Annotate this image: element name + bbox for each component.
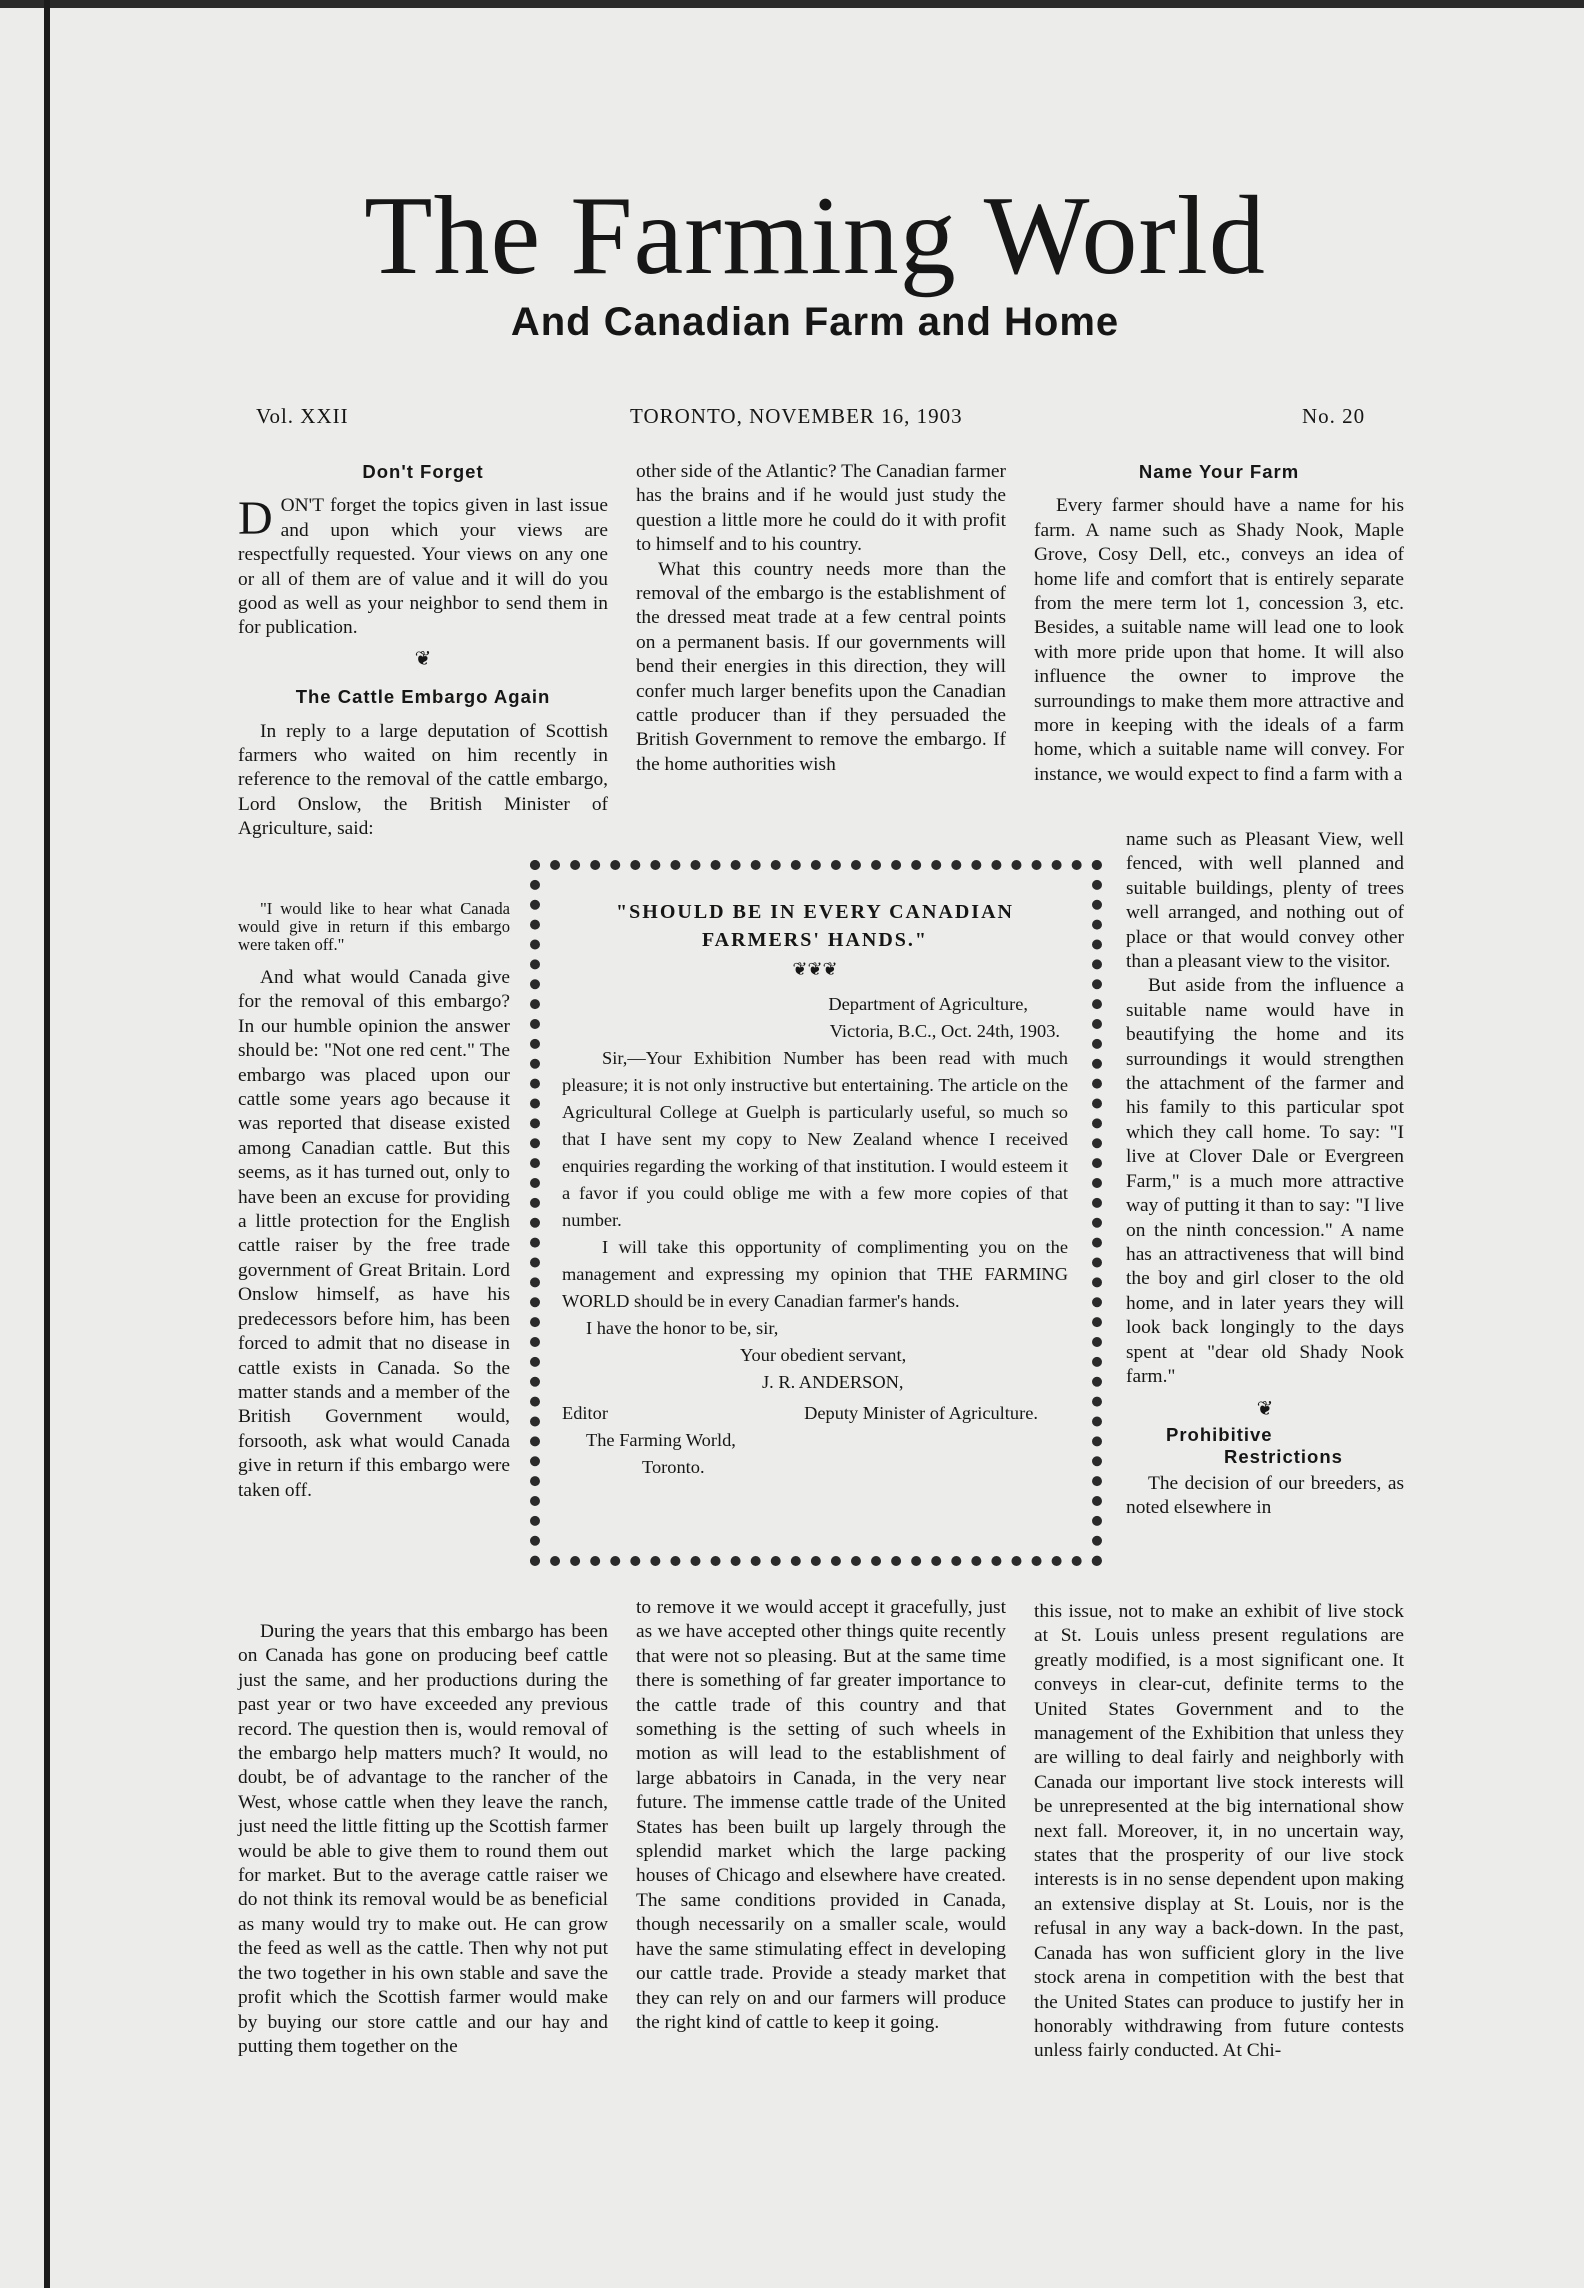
letter-signature: J. R. ANDERSON, bbox=[762, 1372, 904, 1392]
column-2-paragraph-3: to remove it we would accept it gracefully, just as we have accepted other things quite recently that were not so pleasing. But at the same time there is something of far greater importance to the cattle trade of this country and that something is the setting of such wheels in motion as will lead to the establishment of large abbatoirs in Canada, in the very near future. The immense cattle trade of the United States has been built up largely through the splendid market which the large packing houses of Chicago and elsewhere have created. The same conditions provided in Canada, though necessarily on a smaller scale, would have the same stimulating effect in developing our cattle trade. Provide a steady market that they can rely on and our farmers will produce the right kind of cattle to keep it going. bbox=[636, 1597, 1006, 2033]
column-1-top bbox=[238, 460, 608, 842]
cattle-embargo-paragraph-2: And what would Canada give for the removal of this embargo? In our humble opinion the answer should be: "Not one red cent." The embargo was placed upon our cattle some years ago because it was reported that disease existed among Canadian cattle. But this seems, as it has turned out, only to have been an excuse for providing a little protection for the English cattle raiser by the free trade government of Great Britain. Lord Onslow himself, as have his predecessors before him, has been forced to admit that no disease in cattle exists in Canada. So the matter stands and a member of the British Government would, forsooth, ask what would Canada give in return if this embargo were taken off. bbox=[238, 967, 510, 1501]
prohibitive-paragraph-1: The decision of our breeders, as noted elsewhere in bbox=[1126, 1472, 1404, 1519]
prohibitive-paragraph-2: this issue, not to make an exhibit of live stock at St. Louis unless present regulations are greatly modified, is a most significant one. It conveys in clear-cut, definite terms to the United States Government and to the management of the Exhibition that unless they are willing to deal fairly and neighborly with Canada our important live stock interests will be unrepresented at the big international show next fall. Moreover, it, in no uncertain way, states that the prosperity of our live stock interests is in no sense dependent upon making an extensive display at St. Louis, nor is the refusal in any way a back-down. In the past, Canada has won sufficient glory in the live stock arena in competition with the best that the United States can produce to justify her in honorably withdrawing from future contests unless fairly conducted. At Chi- bbox=[1034, 1601, 1404, 2062]
letter-heading-line-1: "SHOULD BE IN EVERY CANADIAN bbox=[616, 901, 1014, 923]
letter-department: Department of Agriculture, bbox=[828, 994, 1028, 1014]
column-2-bottom bbox=[636, 1596, 1006, 2035]
volume-number: Vol. XXII bbox=[256, 404, 349, 428]
letter-editor-line bbox=[562, 1400, 1068, 1427]
triple-leaf-ornament-icon: ❦❦❦ bbox=[792, 959, 838, 979]
heading-dont-forget: Don't Forget bbox=[362, 461, 484, 482]
top-border bbox=[0, 0, 1584, 8]
name-your-farm-paragraph-2: But aside from the influence a suitable name would have in beautifying the home and its surroundings it would strengthen the attachment of the farmer and his family to this particular spot which they call home. To say: "I live at Clover Dale or Evergreen Farm," is a much more attractive way of putting it than to say: "I live on the ninth concession." A name has an attractiveness that will bind the boy and girl closer to the old home, and in later years they will look back longingly to the days spent at "dear old Shady Nook farm." bbox=[1126, 975, 1404, 1387]
name-your-farm-paragraph-1: Every farmer should have a name for his farm. A name such as Shady Nook, Maple Grove, Cosy Dell, etc., conveys an idea of home life and comfort that is entirely separate from the mere term lot 1, concession 3, etc. Besides, a suitable name will lead one to look with more pride upon that home. It will also influence the owner to improve the surroundings to make them more attractive and more in keeping with the ideals of a farm home, which a suitable name will convey. For instance, we would expect to find a farm with a bbox=[1034, 495, 1404, 785]
column-2-paragraph-1: other side of the Atlantic? The Canadian farmer has the brains and if he would just study the question a little more he could do it with profit to himself and to his country. bbox=[636, 461, 1006, 556]
column-2-top bbox=[636, 460, 1006, 777]
letter-closing-1: I have the honor to be, sir, bbox=[586, 1318, 779, 1338]
issue-date: TORONTO, NOVEMBER 16, 1903 bbox=[630, 404, 963, 428]
column-2-paragraph-2: What this country needs more than the removal of the embargo is the establishment of the dressed meat trade at a few central points on a permanent basis. If our governments will bend their energies in this direction, they will confer much larger benefits upon the Canadian cattle producer than if they persuaded the British Government to remove the embargo. If the home authorities wish bbox=[636, 558, 1006, 775]
newspaper-subtitle: And Canadian Farm and Home bbox=[510, 300, 1120, 344]
cattle-embargo-paragraph-1: In reply to a large deputation of Scottish farmers who waited on him recently in reference to the removal of the cattle embargo, Lord Onslow, the British Minister of Agriculture, said: bbox=[238, 720, 608, 840]
letter-place-date: Victoria, B.C., Oct. 24th, 1903. bbox=[829, 1021, 1060, 1041]
heading-restrictions: Restrictions bbox=[1224, 1445, 1343, 1467]
letter-address-2: Toronto. bbox=[642, 1457, 705, 1477]
column-3-top bbox=[1034, 460, 1404, 787]
heading-cattle-embargo: The Cattle Embargo Again bbox=[295, 686, 551, 708]
letter-editor: Editor bbox=[562, 1403, 608, 1423]
issue-number: No. 20 bbox=[1302, 404, 1366, 428]
left-binding-edge bbox=[44, 0, 50, 2288]
drop-cap: D bbox=[238, 492, 273, 546]
newspaper-title: The Farming World bbox=[364, 174, 1266, 298]
column-1-bottom bbox=[238, 1620, 608, 2059]
letter-paragraph-2: I will take this opportunity of complimenting you on the management and expressing my opinion that THE FARMING WORLD should be in every Canadian farmer's hands. bbox=[562, 1237, 1068, 1311]
letter-address-1: The Farming World, bbox=[586, 1430, 736, 1450]
letter-paragraph-1: Sir,—Your Exhibition Number has been read with much pleasure; it is not only instructive but entertaining. The article on the Agricultural College at Guelph is particularly useful, so much so that I have sent my copy to New Zealand whence I received enquiries regarding the working of that institution. I would esteem it a favor if you could oblige me with a few more copies of that number. bbox=[562, 1048, 1068, 1230]
letter-closing-2: Your obedient servant, bbox=[740, 1345, 907, 1365]
name-your-farm-paragraph-1b: name such as Pleasant View, well fenced, with well planned and suitable buildings, plenty of trees well arranged, and nothing out of place or that would convey other than a pleasant view to the visitor. bbox=[1126, 829, 1404, 973]
column-1-narrow bbox=[238, 900, 510, 1503]
cattle-embargo-paragraph-3: During the years that this embargo has been on Canada has gone on producing beef cattle just the same, and her productions during the past year or two have exceeded any previous record. The question then is, would removal of the embargo help matters much? It would, no doubt, be of advantage to the rancher of the West, whose cattle when they leave the ranch, just need the little fitting up the Scottish farmer would be able to give them to round them out for market. But to the average cattle raiser we do not think its removal would be as beneficial as many would try to make out. He can grow the feed as well as the cattle. Then why not put the two together in his own stable and save the profit which the Scottish farmer would make by buying our store cattle and our hay and putting them together on the bbox=[238, 1621, 608, 2057]
heading-prohibitive: Prohibitive bbox=[1166, 1423, 1273, 1445]
column-3-bottom bbox=[1034, 1600, 1404, 2064]
heading-name-your-farm: Name Your Farm bbox=[1138, 461, 1300, 482]
dont-forget-paragraph: DON'T forget the topics given in last issue and upon which your views are respectfully requested. Your views on any one or all of them are of value and it will do you good as well as your neighbor to send them in for publication. bbox=[238, 492, 608, 639]
leaf-ornament-icon: ❦ bbox=[414, 647, 432, 670]
letter-signer-title: Deputy Minister of Agriculture. bbox=[804, 1403, 1038, 1423]
letter-heading-line-2: FARMERS' HANDS." bbox=[701, 929, 929, 951]
masthead bbox=[200, 174, 1430, 345]
letter-box bbox=[530, 860, 1102, 1566]
column-3-narrow bbox=[1126, 828, 1404, 1521]
onslow-quote: "I would like to hear what Canada would give in return if this embargo were taken off." bbox=[238, 899, 510, 954]
leaf-ornament-icon: ❦ bbox=[1256, 1398, 1274, 1421]
